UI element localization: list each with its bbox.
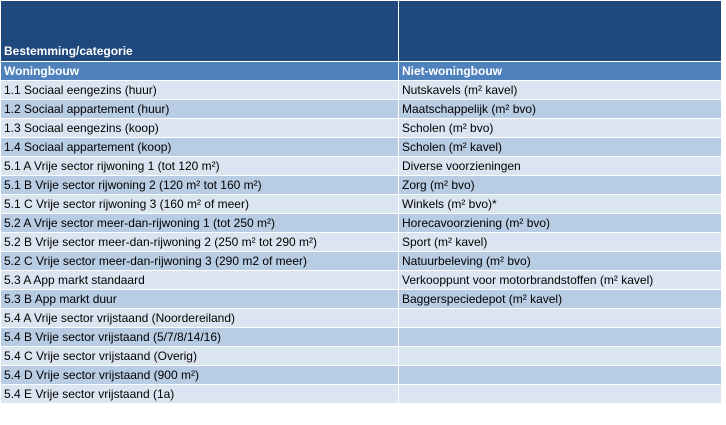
table-row [1,214,726,233]
subheader-row [1,62,726,81]
woningbouw-cell: 5.4 E Vrije sector vrijstaand (1a) [1,385,399,404]
row-gap-cell [722,176,726,195]
row-gap-cell [722,271,726,290]
row-gap-cell [722,100,726,119]
niet-woningbouw-cell: Maatschappelijk (m² bvo) [399,100,722,119]
table-row [1,347,726,366]
table-body [1,1,726,404]
woningbouw-cell: 5.1 C Vrije sector rijwoning 3 (160 m² of meer) [1,195,399,214]
row-gap-cell [722,157,726,176]
niet-woningbouw-cell: Baggerspeciedepot (m² kavel) [399,290,722,309]
table-row [1,81,726,100]
niet-woningbouw-cell: Winkels (m² bvo)* [399,195,722,214]
niet-woningbouw-cell: Zorg (m² bvo) [399,176,722,195]
row-gap-cell [722,119,726,138]
row-gap-cell [722,252,726,271]
row-gap-cell [722,385,726,404]
row-gap-cell [722,366,726,385]
woningbouw-cell: 5.2 B Vrije sector meer-dan-rijwoning 2 (250 m² tot 290 m²) [1,233,399,252]
woningbouw-cell: 5.1 A Vrije sector rijwoning 1 (tot 120 m²) [1,157,399,176]
woningbouw-cell: 1.1 Sociaal eengezins (huur) [1,81,399,100]
row-gap-cell [722,195,726,214]
table-row [1,385,726,404]
row-gap-cell [722,290,726,309]
table-header-row [1,1,726,62]
woningbouw-cell: 5.4 D Vrije sector vrijstaand (900 m²) [1,366,399,385]
header-cell-bestemming: Bestemming/categorie [1,1,399,62]
niet-woningbouw-cell: Natuurbeleving (m² bvo) [399,252,722,271]
table-row [1,290,726,309]
table-row [1,252,726,271]
row-gap-cell [722,233,726,252]
header-cell-gap [722,1,726,62]
niet-woningbouw-cell: Scholen (m² bvo) [399,119,722,138]
table-row [1,138,726,157]
woningbouw-cell: 5.2 A Vrije sector meer-dan-rijwoning 1 (tot 250 m²) [1,214,399,233]
woningbouw-cell: 5.4 C Vrije sector vrijstaand (Overig) [1,347,399,366]
niet-woningbouw-cell: Scholen (m² kavel) [399,138,722,157]
table-row [1,119,726,138]
niet-woningbouw-cell [399,347,722,366]
niet-woningbouw-cell [399,328,722,347]
table-row [1,157,726,176]
row-gap-cell [722,81,726,100]
woningbouw-cell: 1.4 Sociaal appartement (koop) [1,138,399,157]
woningbouw-cell: 5.2 C Vrije sector meer-dan-rijwoning 3 (290 m2 of meer) [1,252,399,271]
table-row [1,328,726,347]
table-row [1,195,726,214]
woningbouw-cell: 5.4 A Vrije sector vrijstaand (Noordereiland) [1,309,399,328]
woningbouw-cell: 1.2 Sociaal appartement (huur) [1,100,399,119]
row-gap-cell [722,328,726,347]
niet-woningbouw-cell: Horecavoorziening (m² bvo) [399,214,722,233]
woningbouw-cell: 5.3 A App markt standaard [1,271,399,290]
woningbouw-cell: 5.1 B Vrije sector rijwoning 2 (120 m² tot 160 m²) [1,176,399,195]
niet-woningbouw-cell: Nutskavels (m² kavel) [399,81,722,100]
woningbouw-cell: 5.3 B App markt duur [1,290,399,309]
niet-woningbouw-cell [399,366,722,385]
subheader-cell-gap [722,62,726,81]
row-gap-cell [722,347,726,366]
table-row [1,176,726,195]
table-row [1,100,726,119]
niet-woningbouw-cell [399,309,722,328]
niet-woningbouw-cell: Diverse voorzieningen [399,157,722,176]
niet-woningbouw-cell [399,385,722,404]
woningbouw-cell: 1.3 Sociaal eengezins (koop) [1,119,399,138]
subheader-cell-woningbouw: Woningbouw [1,62,399,81]
niet-woningbouw-cell: Verkooppunt voor motorbrandstoffen (m² kavel) [399,271,722,290]
table-row [1,366,726,385]
row-gap-cell [722,138,726,157]
row-gap-cell [722,214,726,233]
header-cell-empty [399,1,722,62]
table-row [1,271,726,290]
row-gap-cell [722,309,726,328]
subheader-cell-niet-woningbouw: Niet-woningbouw [399,62,722,81]
table-row [1,233,726,252]
table-row [1,309,726,328]
woningbouw-cell: 5.4 B Vrije sector vrijstaand (5/7/8/14/16) [1,328,399,347]
niet-woningbouw-cell: Sport (m² kavel) [399,233,722,252]
